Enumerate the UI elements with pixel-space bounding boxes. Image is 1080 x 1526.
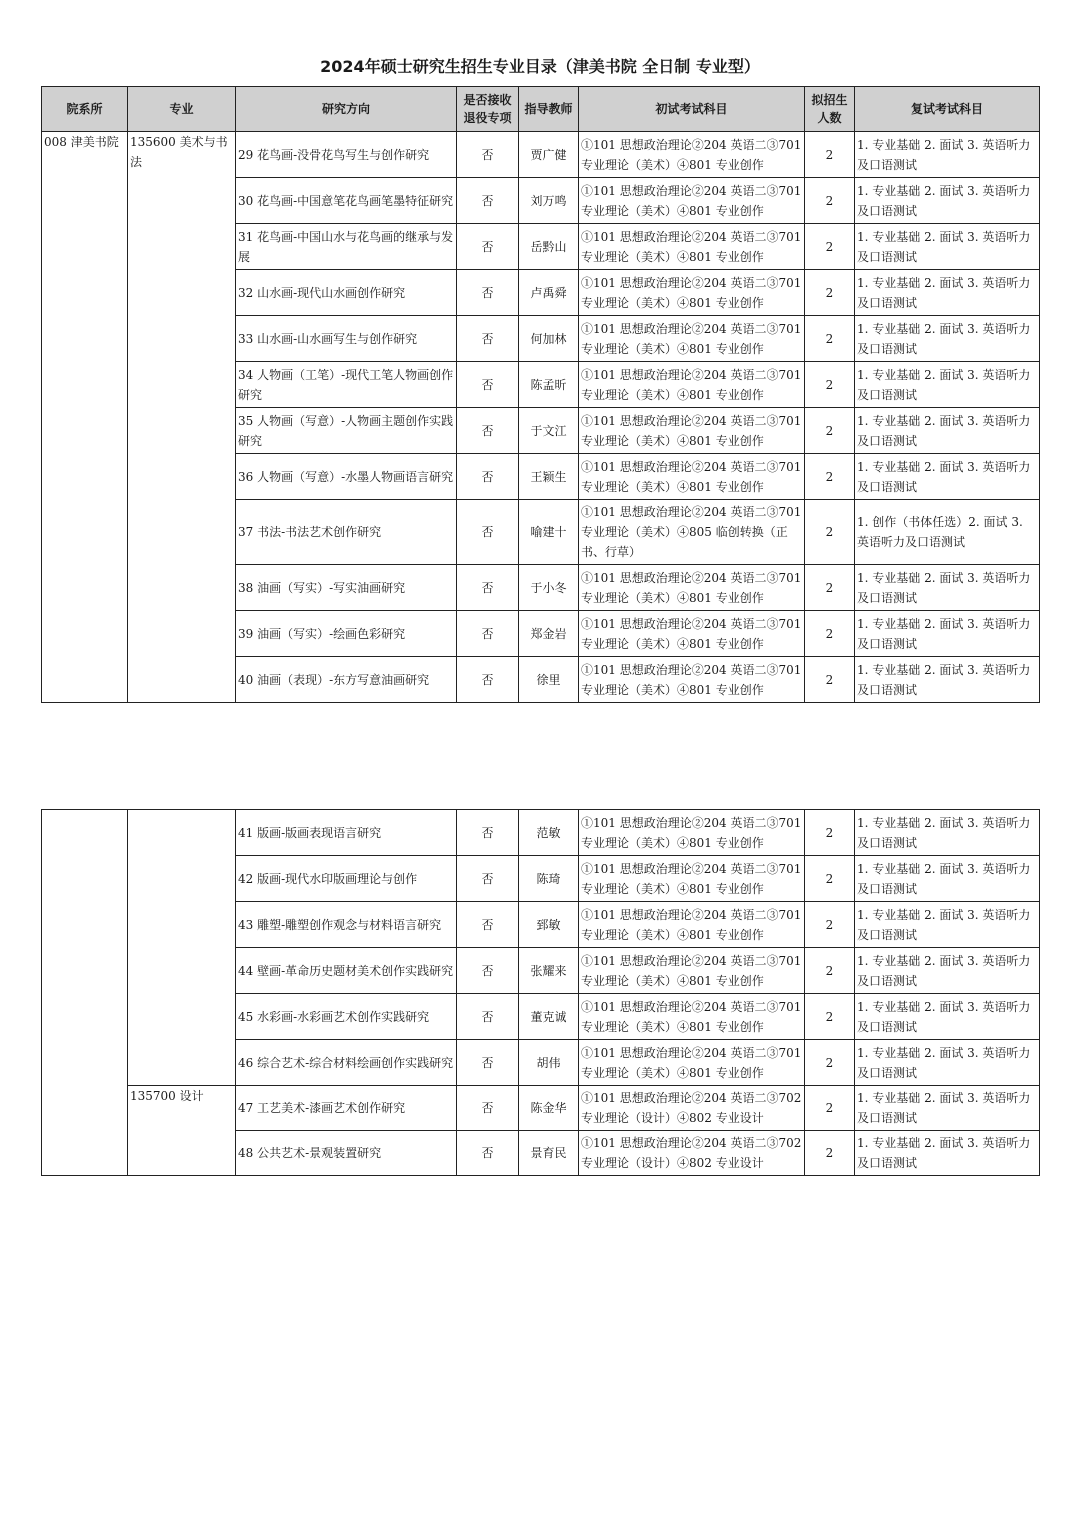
- header-major: 专业: [128, 87, 236, 132]
- major-cell: 135600 美术与书法: [128, 132, 236, 703]
- catalog-table-page-2: [41, 809, 1040, 1176]
- header-veteran: 是否接收退役专项: [457, 87, 519, 132]
- veteran-cell: 否: [457, 408, 519, 454]
- quota-cell: 2: [805, 316, 855, 362]
- retest-cell: 1. 专业基础 2. 面试 3. 英语听力及口语测试: [855, 454, 1040, 500]
- exam-cell: ①101 思想政治理论②204 英语二③701 专业理论（美术）④801 专业创作: [579, 565, 805, 611]
- teacher-cell: 范敏: [519, 810, 579, 856]
- direction-cell: 40 油画（表现）-东方写意油画研究: [236, 657, 457, 703]
- header-teacher: 指导教师: [519, 87, 579, 132]
- retest-cell: 1. 专业基础 2. 面试 3. 英语听力及口语测试: [855, 902, 1040, 948]
- exam-cell: ①101 思想政治理论②204 英语二③701 专业理论（美术）④801 专业创作: [579, 454, 805, 500]
- exam-cell: ①101 思想政治理论②204 英语二③702 专业理论（设计）④802 专业设计: [579, 1131, 805, 1176]
- quota-cell: 2: [805, 657, 855, 703]
- retest-cell: 1. 专业基础 2. 面试 3. 英语听力及口语测试: [855, 408, 1040, 454]
- veteran-cell: 否: [457, 902, 519, 948]
- teacher-cell: 卢禹舜: [519, 270, 579, 316]
- veteran-cell: 否: [457, 316, 519, 362]
- teacher-cell: 张耀来: [519, 948, 579, 994]
- direction-cell: 32 山水画-现代山水画创作研究: [236, 270, 457, 316]
- direction-cell: 39 油画（写实）-绘画色彩研究: [236, 611, 457, 657]
- teacher-cell: 董克诚: [519, 994, 579, 1040]
- teacher-cell: 岳黔山: [519, 224, 579, 270]
- retest-cell: 1. 专业基础 2. 面试 3. 英语听力及口语测试: [855, 657, 1040, 703]
- direction-cell: 42 版画-现代水印版画理论与创作: [236, 856, 457, 902]
- teacher-cell: 何加林: [519, 316, 579, 362]
- veteran-cell: 否: [457, 810, 519, 856]
- veteran-cell: 否: [457, 178, 519, 224]
- exam-cell: ①101 思想政治理论②204 英语二③701 专业理论（美术）④801 专业创作: [579, 408, 805, 454]
- retest-cell: 1. 专业基础 2. 面试 3. 英语听力及口语测试: [855, 1086, 1040, 1131]
- teacher-cell: 刘万鸣: [519, 178, 579, 224]
- quota-cell: 2: [805, 856, 855, 902]
- quota-cell: 2: [805, 948, 855, 994]
- direction-cell: 44 壁画-革命历史题材美术创作实践研究: [236, 948, 457, 994]
- exam-cell: ①101 思想政治理论②204 英语二③701 专业理论（美术）④801 专业创作: [579, 362, 805, 408]
- teacher-cell: 喻建十: [519, 500, 579, 565]
- header-quota: 拟招生人数: [805, 87, 855, 132]
- veteran-cell: 否: [457, 994, 519, 1040]
- exam-cell: ①101 思想政治理论②204 英语二③701 专业理论（美术）④801 专业创作: [579, 178, 805, 224]
- teacher-cell: 景育民: [519, 1131, 579, 1176]
- exam-cell: ①101 思想政治理论②204 英语二③701 专业理论（美术）④801 专业创作: [579, 132, 805, 178]
- direction-cell: 30 花鸟画-中国意笔花鸟画笔墨特征研究: [236, 178, 457, 224]
- veteran-cell: 否: [457, 270, 519, 316]
- quota-cell: 2: [805, 362, 855, 408]
- quota-cell: 2: [805, 902, 855, 948]
- veteran-cell: 否: [457, 500, 519, 565]
- exam-cell: ①101 思想政治理论②204 英语二③701 专业理论（美术）④801 专业创作: [579, 994, 805, 1040]
- header-exam: 初试考试科目: [579, 87, 805, 132]
- direction-cell: 48 公共艺术-景观装置研究: [236, 1131, 457, 1176]
- quota-cell: 2: [805, 224, 855, 270]
- exam-cell: ①101 思想政治理论②204 英语二③701 专业理论（美术）④801 专业创作: [579, 1040, 805, 1086]
- teacher-cell: 陈孟昕: [519, 362, 579, 408]
- department-cell: 008 津美书院: [42, 132, 128, 703]
- page-title: 2024年硕士研究生招生专业目录（津美书院 全日制 专业型）: [320, 57, 760, 76]
- quota-cell: 2: [805, 132, 855, 178]
- quota-cell: 2: [805, 500, 855, 565]
- header-department: 院系所: [42, 87, 128, 132]
- retest-cell: 1. 专业基础 2. 面试 3. 英语听力及口语测试: [855, 224, 1040, 270]
- retest-cell: 1. 专业基础 2. 面试 3. 英语听力及口语测试: [855, 856, 1040, 902]
- retest-cell: 1. 专业基础 2. 面试 3. 英语听力及口语测试: [855, 270, 1040, 316]
- direction-cell: 43 雕塑-雕塑创作观念与材料语言研究: [236, 902, 457, 948]
- veteran-cell: 否: [457, 1086, 519, 1131]
- exam-cell: ①101 思想政治理论②204 英语二③701 专业理论（美术）④801 专业创作: [579, 611, 805, 657]
- exam-cell: ①101 思想政治理论②204 英语二③701 专业理论（美术）④801 专业创作: [579, 948, 805, 994]
- teacher-cell: 胡伟: [519, 1040, 579, 1086]
- retest-cell: 1. 专业基础 2. 面试 3. 英语听力及口语测试: [855, 994, 1040, 1040]
- quota-cell: 2: [805, 565, 855, 611]
- exam-cell: ①101 思想政治理论②204 英语二③701 专业理论（美术）④801 专业创作: [579, 316, 805, 362]
- retest-cell: 1. 专业基础 2. 面试 3. 英语听力及口语测试: [855, 1131, 1040, 1176]
- retest-cell: 1. 专业基础 2. 面试 3. 英语听力及口语测试: [855, 362, 1040, 408]
- retest-cell: 1. 专业基础 2. 面试 3. 英语听力及口语测试: [855, 178, 1040, 224]
- veteran-cell: 否: [457, 565, 519, 611]
- major-cell-empty: [128, 810, 236, 1086]
- quota-cell: 2: [805, 270, 855, 316]
- department-cell-empty: [42, 810, 128, 1176]
- teacher-cell: 郑金岩: [519, 611, 579, 657]
- exam-cell: ①101 思想政治理论②204 英语二③701 专业理论（美术）④801 专业创作: [579, 224, 805, 270]
- retest-cell: 1. 创作（书体任选）2. 面试 3. 英语听力及口语测试: [855, 500, 1040, 565]
- quota-cell: 2: [805, 810, 855, 856]
- veteran-cell: 否: [457, 362, 519, 408]
- quota-cell: 2: [805, 1131, 855, 1176]
- direction-cell: 35 人物画（写意）-人物画主题创作实践研究: [236, 408, 457, 454]
- exam-cell: ①101 思想政治理论②204 英语二③701 专业理论（美术）④801 专业创作: [579, 810, 805, 856]
- header-row: [42, 87, 1040, 132]
- header-direction: 研究方向: [236, 87, 457, 132]
- veteran-cell: 否: [457, 454, 519, 500]
- major-cell: 135700 设计: [128, 1086, 236, 1176]
- quota-cell: 2: [805, 994, 855, 1040]
- quota-cell: 2: [805, 611, 855, 657]
- veteran-cell: 否: [457, 657, 519, 703]
- retest-cell: 1. 专业基础 2. 面试 3. 英语听力及口语测试: [855, 611, 1040, 657]
- direction-cell: 46 综合艺术-综合材料绘画创作实践研究: [236, 1040, 457, 1086]
- direction-cell: 41 版画-版画表现语言研究: [236, 810, 457, 856]
- retest-cell: 1. 专业基础 2. 面试 3. 英语听力及口语测试: [855, 948, 1040, 994]
- retest-cell: 1. 专业基础 2. 面试 3. 英语听力及口语测试: [855, 565, 1040, 611]
- retest-cell: 1. 专业基础 2. 面试 3. 英语听力及口语测试: [855, 132, 1040, 178]
- veteran-cell: 否: [457, 948, 519, 994]
- exam-cell: ①101 思想政治理论②204 英语二③701 专业理论（美术）④801 专业创作: [579, 856, 805, 902]
- veteran-cell: 否: [457, 611, 519, 657]
- direction-cell: 29 花鸟画-没骨花鸟写生与创作研究: [236, 132, 457, 178]
- teacher-cell: 于文江: [519, 408, 579, 454]
- exam-cell: ①101 思想政治理论②204 英语二③701 专业理论（美术）④801 专业创作: [579, 657, 805, 703]
- table-row: [42, 810, 1040, 856]
- teacher-cell: 贾广健: [519, 132, 579, 178]
- veteran-cell: 否: [457, 856, 519, 902]
- direction-cell: 37 书法-书法艺术创作研究: [236, 500, 457, 565]
- quota-cell: 2: [805, 178, 855, 224]
- exam-cell: ①101 思想政治理论②204 英语二③701 专业理论（美术）④805 临创转换（正书、行草）: [579, 500, 805, 565]
- teacher-cell: 陈金华: [519, 1086, 579, 1131]
- exam-cell: ①101 思想政治理论②204 英语二③701 专业理论（美术）④801 专业创作: [579, 902, 805, 948]
- retest-cell: 1. 专业基础 2. 面试 3. 英语听力及口语测试: [855, 316, 1040, 362]
- direction-cell: 36 人物画（写意）-水墨人物画语言研究: [236, 454, 457, 500]
- quota-cell: 2: [805, 1040, 855, 1086]
- table-row: [42, 132, 1040, 178]
- quota-cell: 2: [805, 454, 855, 500]
- teacher-cell: 王颖生: [519, 454, 579, 500]
- table-row: [42, 1086, 1040, 1131]
- direction-cell: 45 水彩画-水彩画艺术创作实践研究: [236, 994, 457, 1040]
- header-retest: 复试考试科目: [855, 87, 1040, 132]
- retest-cell: 1. 专业基础 2. 面试 3. 英语听力及口语测试: [855, 1040, 1040, 1086]
- direction-cell: 31 花鸟画-中国山水与花鸟画的继承与发展: [236, 224, 457, 270]
- veteran-cell: 否: [457, 1131, 519, 1176]
- teacher-cell: 于小冬: [519, 565, 579, 611]
- veteran-cell: 否: [457, 132, 519, 178]
- direction-cell: 38 油画（写实）-写实油画研究: [236, 565, 457, 611]
- veteran-cell: 否: [457, 1040, 519, 1086]
- retest-cell: 1. 专业基础 2. 面试 3. 英语听力及口语测试: [855, 810, 1040, 856]
- catalog-table-page-1: [41, 86, 1040, 703]
- direction-cell: 33 山水画-山水画写生与创作研究: [236, 316, 457, 362]
- teacher-cell: 陈琦: [519, 856, 579, 902]
- direction-cell: 34 人物画（工笔）-现代工笔人物画创作研究: [236, 362, 457, 408]
- quota-cell: 2: [805, 408, 855, 454]
- exam-cell: ①101 思想政治理论②204 英语二③702 专业理论（设计）④802 专业设计: [579, 1086, 805, 1131]
- direction-cell: 47 工艺美术-漆画艺术创作研究: [236, 1086, 457, 1131]
- exam-cell: ①101 思想政治理论②204 英语二③701 专业理论（美术）④801 专业创作: [579, 270, 805, 316]
- teacher-cell: 徐里: [519, 657, 579, 703]
- teacher-cell: 郅敏: [519, 902, 579, 948]
- quota-cell: 2: [805, 1086, 855, 1131]
- veteran-cell: 否: [457, 224, 519, 270]
